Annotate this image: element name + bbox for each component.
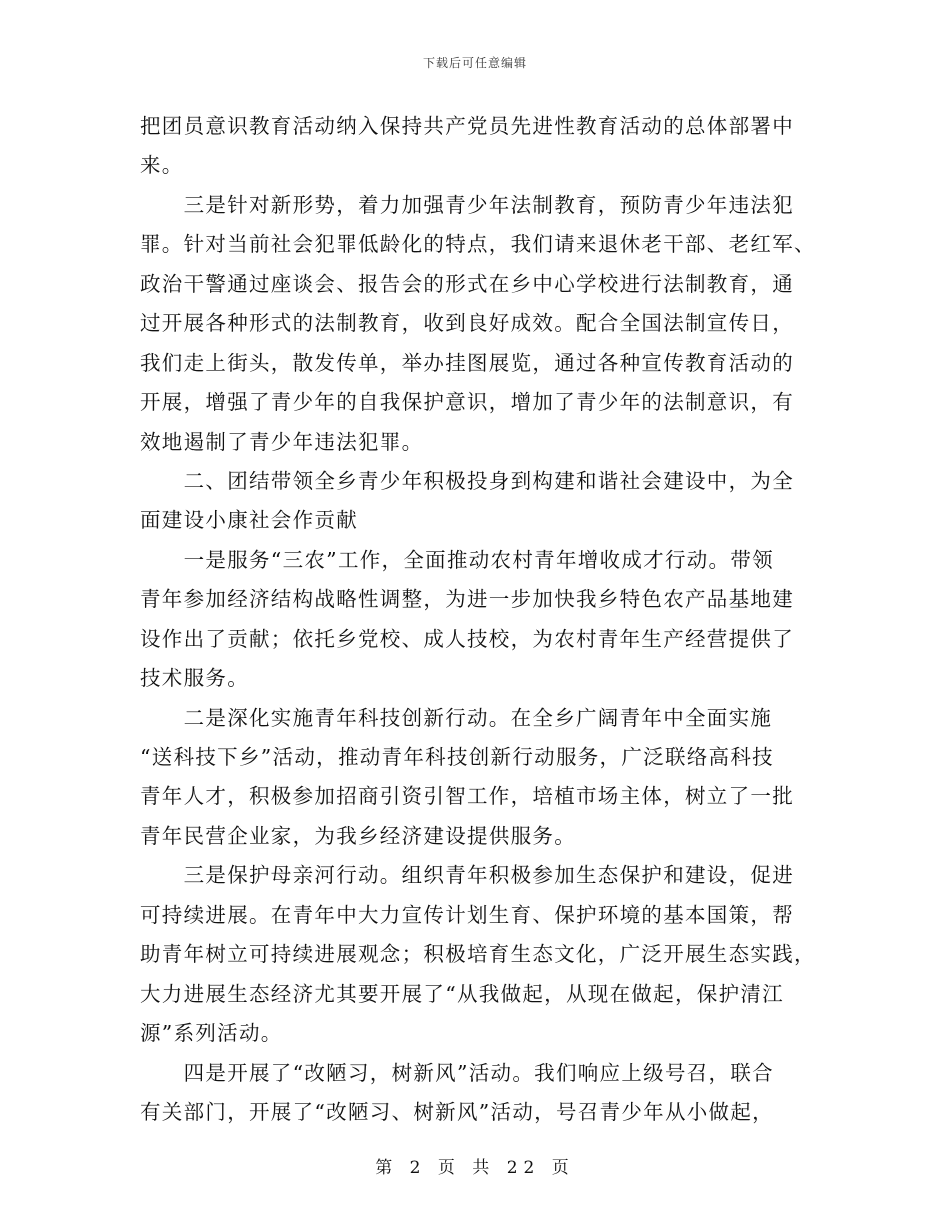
- body-line: 源”系列活动。: [140, 1021, 283, 1046]
- body-line: 二是深化实施青年科技创新行动。在全乡广阔青年中全面实施: [140, 705, 773, 730]
- page-header-note: 下载后可任意编辑: [422, 56, 527, 70]
- document-body: [140, 107, 816, 1132]
- body-line: 有关部门，开展了“改陋习、树新风”活动，号召青少年从小做起，: [140, 1099, 774, 1124]
- body-line: 设作出了贡献；依托乡党校、成人技校，为农村青年生产经营提供了: [140, 626, 794, 651]
- body-line: 二、团结带领全乡青少年积极投身到构建和谐社会建设中，为全: [140, 468, 794, 493]
- body-line: 大力进展生态经济尤其要开展了“从我做起，从现在做起，保护清江: [140, 981, 784, 1006]
- body-line: 青年民营企业家，为我乡经济建设提供服务。: [140, 823, 576, 848]
- body-line: 来。: [140, 153, 184, 178]
- body-line: 效地遏制了青少年违法犯罪。: [140, 429, 424, 454]
- body-line: 把团员意识教育活动纳入保持共产党员先进性教育活动的总体部署中: [140, 114, 794, 138]
- body-line: 政治干警通过座谈会、报告会的形式在乡中心学校进行法制教育，通: [140, 271, 794, 296]
- body-line: 三是保护母亲河行动。组织青年积极参加生态保护和建设，促进: [140, 863, 794, 888]
- body-line: “送科技下乡”活动，推动青年科技创新行动服务，广泛联络高科技: [140, 745, 774, 769]
- body-line: 四是开展了“改陋习，树新风”活动。我们响应上级号召，联合: [140, 1060, 774, 1085]
- body-line: 助青年树立可持续进展观念；积极培育生态文化，广泛开展生态实践，: [140, 942, 816, 967]
- body-line: 一是服务“三农”工作，全面推动农村青年增收成才行动。带领: [140, 547, 774, 572]
- body-line: 我们走上街头，散发传单，举办挂图展览，通过各种宣传教育活动的: [140, 350, 794, 375]
- body-line: 青年参加经济结构战略性调整，为进一步加快我乡特色农产品基地建: [140, 587, 794, 612]
- body-line: 开展，增强了青少年的自我保护意识，增加了青少年的法制意识，有: [140, 390, 794, 415]
- page-number-footer: 第 2 页 共 22 页: [375, 1158, 575, 1178]
- body-line: 过开展各种形式的法制教育，收到良好成效。配合全国法制宣传日，: [140, 311, 794, 336]
- body-line: 技术服务。: [140, 666, 249, 691]
- body-line: 三是针对新形势，着力加强青少年法制教育，预防青少年违法犯: [140, 192, 794, 217]
- body-line: 可持续进展。在青年中大力宣传计划生育、保护环境的基本国策，帮: [140, 902, 794, 927]
- body-line: 罪。针对当前社会犯罪低龄化的特点，我们请来退休老干部、老红军、: [140, 232, 816, 257]
- body-line: 青年人才，积极参加招商引资引智工作，培植市场主体，树立了一批: [140, 784, 794, 809]
- body-line: 面建设小康社会作贡献: [140, 508, 358, 533]
